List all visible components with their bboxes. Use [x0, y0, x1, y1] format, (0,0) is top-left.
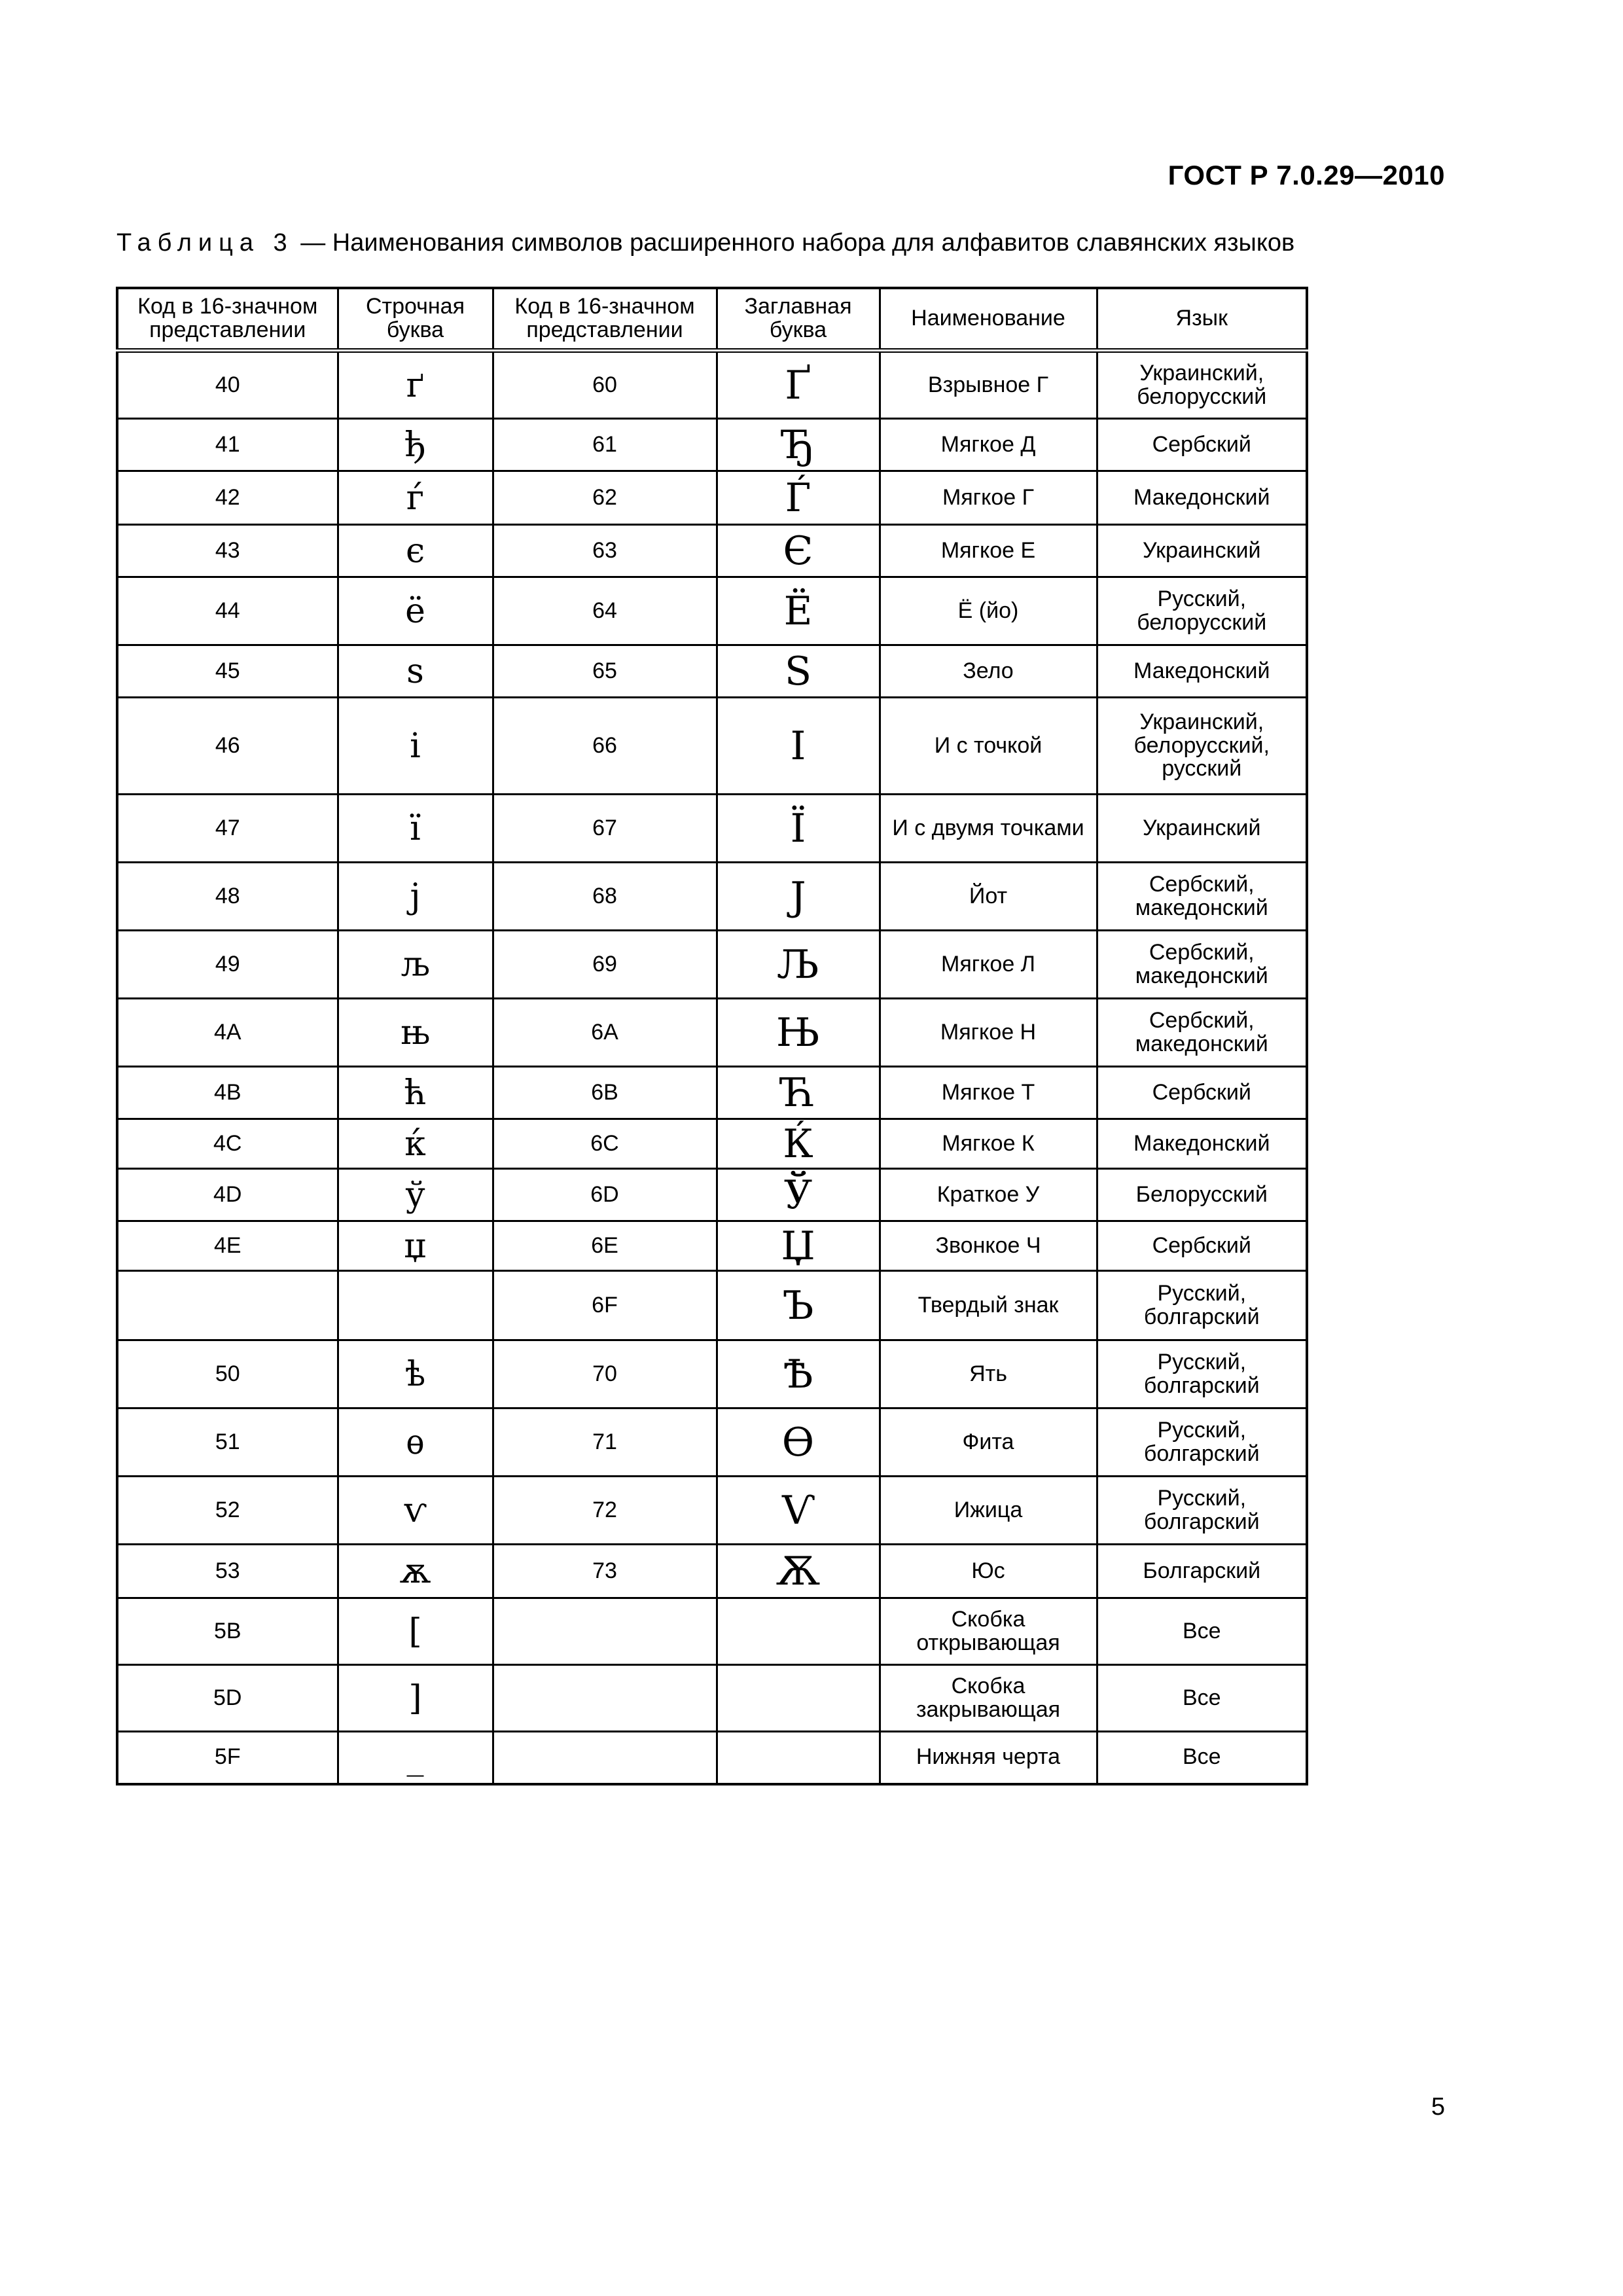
document-id: ГОСТ Р 7.0.29—2010	[1168, 160, 1445, 190]
lowercase-letter-cell	[338, 1271, 493, 1340]
uppercase-letter-cell: Ќ	[717, 1119, 880, 1169]
table-row	[117, 1271, 1307, 1340]
character-name-cell: Фита	[880, 1408, 1097, 1477]
lower-code-cell: 4D	[117, 1169, 338, 1221]
uppercase-letter-cell: Є	[717, 525, 880, 577]
character-name-cell: Краткое У	[880, 1169, 1097, 1221]
character-name-cell: Скобка закрывающая	[880, 1665, 1097, 1732]
upper-code-cell: 66	[493, 698, 717, 795]
table-caption	[116, 229, 1294, 257]
uppercase-letter-cell: Ѣ	[717, 1340, 880, 1408]
lowercase-letter-cell: ћ	[338, 1067, 493, 1119]
upper-code-cell: 6C	[493, 1119, 717, 1169]
lower-code-cell: 50	[117, 1340, 338, 1408]
lowercase-letter-cell: ]	[338, 1665, 493, 1732]
language-cell: Сербский, македонский	[1097, 999, 1307, 1067]
uppercase-letter-cell: Љ	[717, 931, 880, 999]
character-name-cell: Взрывное Г	[880, 351, 1097, 419]
language-cell: Русский, болгарский	[1097, 1340, 1307, 1408]
character-name-cell: Зело	[880, 645, 1097, 698]
table-row	[117, 1665, 1307, 1732]
upper-code-cell: 73	[493, 1545, 717, 1598]
table-row	[117, 577, 1307, 645]
lowercase-letter-cell: ѓ	[338, 471, 493, 525]
language-cell: Сербский	[1097, 1067, 1307, 1119]
language-cell: Македонский	[1097, 1119, 1307, 1169]
language-cell: Белорусский	[1097, 1169, 1307, 1221]
lowercase-letter-cell: і	[338, 698, 493, 795]
upper-code-cell: 69	[493, 931, 717, 999]
character-name-cell: Мягкое Т	[880, 1067, 1097, 1119]
character-name-cell: Ижица	[880, 1477, 1097, 1545]
character-name-cell: Мягкое Л	[880, 931, 1097, 999]
uppercase-letter-cell	[717, 1598, 880, 1665]
table-row	[117, 999, 1307, 1067]
lower-code-cell: 48	[117, 863, 338, 931]
uppercase-letter-cell: Ѕ	[717, 645, 880, 698]
header-name: Наименование	[880, 288, 1097, 351]
table-row	[117, 931, 1307, 999]
lower-code-cell	[117, 1271, 338, 1340]
lower-code-cell: 53	[117, 1545, 338, 1598]
language-cell: Сербский, македонский	[1097, 931, 1307, 999]
lowercase-letter-cell: ѕ	[338, 645, 493, 698]
lower-code-cell: 4B	[117, 1067, 338, 1119]
lowercase-letter-cell: [	[338, 1598, 493, 1665]
upper-code-cell	[493, 1598, 717, 1665]
character-name-cell: И с двумя точками	[880, 795, 1097, 863]
table-row	[117, 351, 1307, 419]
language-cell: Украинский	[1097, 795, 1307, 863]
header-lower-code: Код в 16-значном представлении	[117, 288, 338, 351]
language-cell: Русский, болгарский	[1097, 1477, 1307, 1545]
table-caption-label: Таблица 3	[116, 229, 294, 257]
lower-code-cell: 5D	[117, 1665, 338, 1732]
lowercase-letter-cell: ґ	[338, 351, 493, 419]
upper-code-cell: 65	[493, 645, 717, 698]
lower-code-cell: 4C	[117, 1119, 338, 1169]
uppercase-letter-cell: Њ	[717, 999, 880, 1067]
lower-code-cell: 40	[117, 351, 338, 419]
language-cell: Украинский	[1097, 525, 1307, 577]
table-row	[117, 1477, 1307, 1545]
upper-code-cell: 63	[493, 525, 717, 577]
table-row	[117, 525, 1307, 577]
table-row	[117, 419, 1307, 471]
character-name-cell: Нижняя черта	[880, 1732, 1097, 1784]
uppercase-letter-cell: Ъ	[717, 1271, 880, 1340]
table-header-row	[117, 288, 1307, 351]
language-cell: Болгарский	[1097, 1545, 1307, 1598]
lowercase-letter-cell: _	[338, 1732, 493, 1784]
upper-code-cell: 70	[493, 1340, 717, 1408]
upper-code-cell: 72	[493, 1477, 717, 1545]
uppercase-letter-cell: Ј	[717, 863, 880, 931]
uppercase-letter-cell: Ё	[717, 577, 880, 645]
language-cell: Русский, болгарский	[1097, 1408, 1307, 1477]
lowercase-letter-cell: ї	[338, 795, 493, 863]
table-row	[117, 1545, 1307, 1598]
character-name-cell: Йот	[880, 863, 1097, 931]
character-name-cell: Звонкое Ч	[880, 1221, 1097, 1271]
character-name-cell: Юс	[880, 1545, 1097, 1598]
table-row	[117, 1598, 1307, 1665]
character-name-cell: Ять	[880, 1340, 1097, 1408]
uppercase-letter-cell: Ў	[717, 1169, 880, 1221]
lowercase-letter-cell: ј	[338, 863, 493, 931]
table-row	[117, 471, 1307, 525]
upper-code-cell: 6E	[493, 1221, 717, 1271]
page-number: 5	[1431, 2093, 1445, 2121]
lower-code-cell: 5F	[117, 1732, 338, 1784]
lowercase-letter-cell: љ	[338, 931, 493, 999]
lowercase-letter-cell: ђ	[338, 419, 493, 471]
header-lowercase-letter: Строчная буква	[338, 288, 493, 351]
language-cell: Македонский	[1097, 471, 1307, 525]
character-name-cell: Скобка открывающая	[880, 1598, 1097, 1665]
language-cell: Все	[1097, 1665, 1307, 1732]
language-cell: Русский, болгарский	[1097, 1271, 1307, 1340]
lower-code-cell: 46	[117, 698, 338, 795]
lower-code-cell: 43	[117, 525, 338, 577]
header-uppercase-letter: Заглавная буква	[717, 288, 880, 351]
uppercase-letter-cell: Ґ	[717, 351, 880, 419]
lowercase-letter-cell: ў	[338, 1169, 493, 1221]
upper-code-cell: 68	[493, 863, 717, 931]
lowercase-letter-cell: ѳ	[338, 1408, 493, 1477]
lowercase-letter-cell: є	[338, 525, 493, 577]
language-cell: Сербский	[1097, 419, 1307, 471]
upper-code-cell: 6F	[493, 1271, 717, 1340]
lowercase-letter-cell: њ	[338, 999, 493, 1067]
table-row	[117, 1119, 1307, 1169]
uppercase-letter-cell: Ї	[717, 795, 880, 863]
uppercase-letter-cell: Ѳ	[717, 1408, 880, 1477]
lower-code-cell: 47	[117, 795, 338, 863]
table-row	[117, 698, 1307, 795]
language-cell: Все	[1097, 1598, 1307, 1665]
upper-code-cell: 60	[493, 351, 717, 419]
table-caption-text: — Наименования символов расширенного набора для алфавитов славянских языков	[293, 229, 1295, 257]
upper-code-cell: 6D	[493, 1169, 717, 1221]
language-cell: Македонский	[1097, 645, 1307, 698]
table-row	[117, 1169, 1307, 1221]
lower-code-cell: 4A	[117, 999, 338, 1067]
table-row	[117, 863, 1307, 931]
table-row	[117, 795, 1307, 863]
table-row	[117, 1340, 1307, 1408]
lower-code-cell: 4E	[117, 1221, 338, 1271]
lower-code-cell: 51	[117, 1408, 338, 1477]
upper-code-cell: 6B	[493, 1067, 717, 1119]
table-row	[117, 1067, 1307, 1119]
uppercase-letter-cell: Џ	[717, 1221, 880, 1271]
language-cell: Сербский, македонский	[1097, 863, 1307, 931]
upper-code-cell	[493, 1732, 717, 1784]
upper-code-cell: 71	[493, 1408, 717, 1477]
lowercase-letter-cell: ѣ	[338, 1340, 493, 1408]
lowercase-letter-cell: џ	[338, 1221, 493, 1271]
upper-code-cell: 64	[493, 577, 717, 645]
language-cell: Украинский, белорусский, русский	[1097, 698, 1307, 795]
table-row	[117, 1408, 1307, 1477]
character-name-cell: Мягкое Е	[880, 525, 1097, 577]
lowercase-letter-cell: ё	[338, 577, 493, 645]
upper-code-cell	[493, 1665, 717, 1732]
character-name-cell: Ё (йо)	[880, 577, 1097, 645]
uppercase-letter-cell: Ђ	[717, 419, 880, 471]
character-name-cell: Твердый знак	[880, 1271, 1097, 1340]
language-cell: Русский, белорусский	[1097, 577, 1307, 645]
table-row	[117, 645, 1307, 698]
header-upper-code: Код в 16-значном представлении	[493, 288, 717, 351]
character-name-cell: Мягкое Г	[880, 471, 1097, 525]
uppercase-letter-cell: Ѫ	[717, 1545, 880, 1598]
lower-code-cell: 42	[117, 471, 338, 525]
character-table	[116, 287, 1308, 1785]
lower-code-cell: 49	[117, 931, 338, 999]
character-name-cell: Мягкое Н	[880, 999, 1097, 1067]
table-row	[117, 1221, 1307, 1271]
lowercase-letter-cell: ѵ	[338, 1477, 493, 1545]
character-name-cell: Мягкое К	[880, 1119, 1097, 1169]
uppercase-letter-cell	[717, 1732, 880, 1784]
table-body	[117, 351, 1307, 1784]
language-cell: Сербский	[1097, 1221, 1307, 1271]
uppercase-letter-cell	[717, 1665, 880, 1732]
uppercase-letter-cell: Ѵ	[717, 1477, 880, 1545]
upper-code-cell: 62	[493, 471, 717, 525]
upper-code-cell: 67	[493, 795, 717, 863]
uppercase-letter-cell: І	[717, 698, 880, 795]
lowercase-letter-cell: ѫ	[338, 1545, 493, 1598]
uppercase-letter-cell: Ѓ	[717, 471, 880, 525]
language-cell: Все	[1097, 1732, 1307, 1784]
character-name-cell: И с точкой	[880, 698, 1097, 795]
lower-code-cell: 41	[117, 419, 338, 471]
uppercase-letter-cell: Ћ	[717, 1067, 880, 1119]
lower-code-cell: 5B	[117, 1598, 338, 1665]
upper-code-cell: 6A	[493, 999, 717, 1067]
lower-code-cell: 52	[117, 1477, 338, 1545]
header-language: Язык	[1097, 288, 1307, 351]
lowercase-letter-cell: ќ	[338, 1119, 493, 1169]
table-row	[117, 1732, 1307, 1784]
lower-code-cell: 45	[117, 645, 338, 698]
language-cell: Украинский, белорусский	[1097, 351, 1307, 419]
upper-code-cell: 61	[493, 419, 717, 471]
lower-code-cell: 44	[117, 577, 338, 645]
character-name-cell: Мягкое Д	[880, 419, 1097, 471]
